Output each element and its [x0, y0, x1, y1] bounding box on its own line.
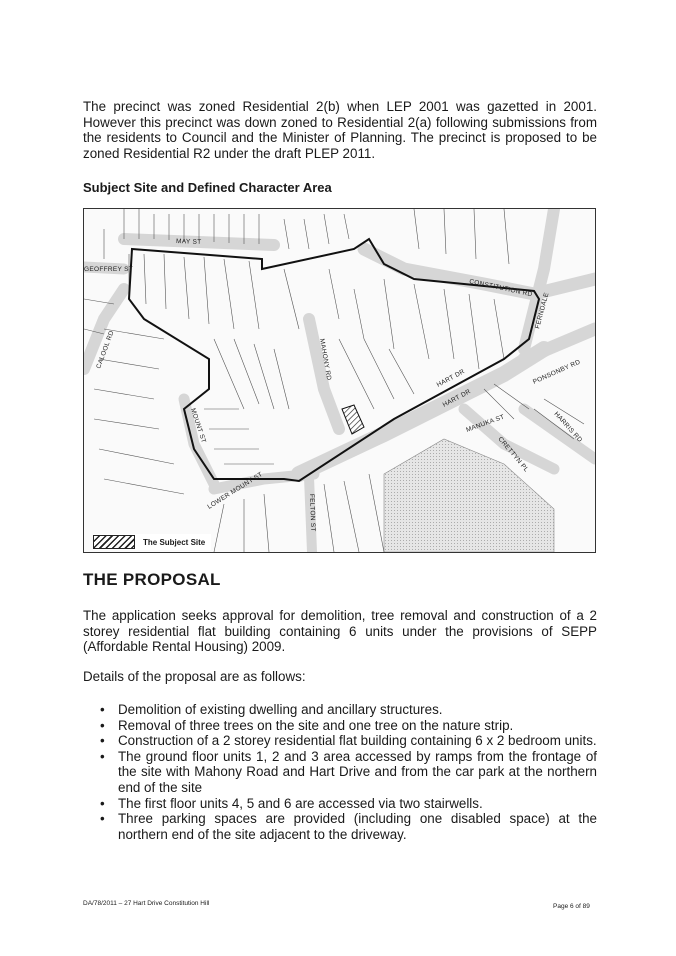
label-felton-st: FELTON ST [308, 493, 317, 532]
map-legend [93, 534, 211, 550]
intro-paragraph: The precinct was zoned Residential 2(b) when LEP 2001 was gazetted in 2001. However this precinct was down zoned to Residential 2(a) following submissions from the residents to Council and the Minister of Planning. The precinct is proposed to be zoned Residential R2 under the draft PLEP 2011. [83, 99, 597, 161]
label-ferndale: FERNDALE [534, 291, 551, 330]
label-calool-rd: CALOOL RD [95, 329, 116, 370]
footer-reference: DA/78/2011 – 27 Hart Drive Constitution Hill [83, 900, 210, 907]
label-mount-st: MOUNT ST [189, 407, 207, 445]
site-map [83, 208, 596, 553]
map-drawing [84, 209, 595, 552]
road-mahony-rd [309, 319, 339, 429]
list-item: • The ground floor units 1, 2 and 3 area accessed by ramps from the frontage of the site with Mahony Road and Hart Drive and from the car park at the northern end of the site [100, 749, 597, 796]
footer-page-number: Page 6 of 89 [553, 903, 590, 910]
label-mahony-rd: MAHONY RD [318, 338, 333, 382]
label-lower-mount-st: LOWER MOUNT ST [206, 471, 265, 511]
list-item: • Construction of a 2 storey residential flat building containing 6 x 2 bedroom units. [100, 733, 597, 749]
section-heading: THE PROPOSAL [83, 570, 221, 589]
details-intro: Details of the proposal are as follows: [83, 669, 306, 684]
label-harris-rd: HARRIS RD [552, 410, 584, 444]
list-item: • The first floor units 4, 5 and 6 are accessed via two stairwells. [100, 796, 597, 812]
label-may-st: MAY ST [175, 238, 202, 246]
legend-hatch-swatch [93, 535, 135, 549]
road-ponsonby-rd [524, 329, 595, 359]
map-title: Subject Site and Defined Character Area [83, 180, 332, 195]
list-item: • Removal of three trees on the site and one tree on the nature strip. [100, 718, 597, 734]
list-item: • Demolition of existing dwelling and ancillary structures. [100, 702, 597, 718]
proposal-paragraph: The application seeks approval for demolition, tree removal and construction of a 2 storey residential flat building containing 6 units under the provisions of SEPP (Affordable Rental Housing) 2009. [83, 608, 597, 655]
label-constitution-rd: CONSTITUTION RD [468, 278, 534, 299]
label-geoffrey-st: GEOFFREY ST [84, 266, 134, 273]
label-hart-dr-lower: HART DR [441, 388, 473, 409]
label-ponsonby-rd: PONSONBY RD [531, 358, 582, 386]
label-hart-dr-upper: HART DR [435, 368, 467, 389]
legend-label: The Subject Site [143, 537, 206, 547]
subject-site [342, 405, 364, 434]
label-manuka-st: MANUKA ST [465, 413, 506, 434]
proposal-details-list [100, 702, 597, 842]
label-crettyn-pl: CRETTYN PL [496, 435, 530, 474]
list-item: • Three parking spaces are provided (including one disabled space) at the northern end of the site adjacent to the driveway. [100, 811, 597, 842]
